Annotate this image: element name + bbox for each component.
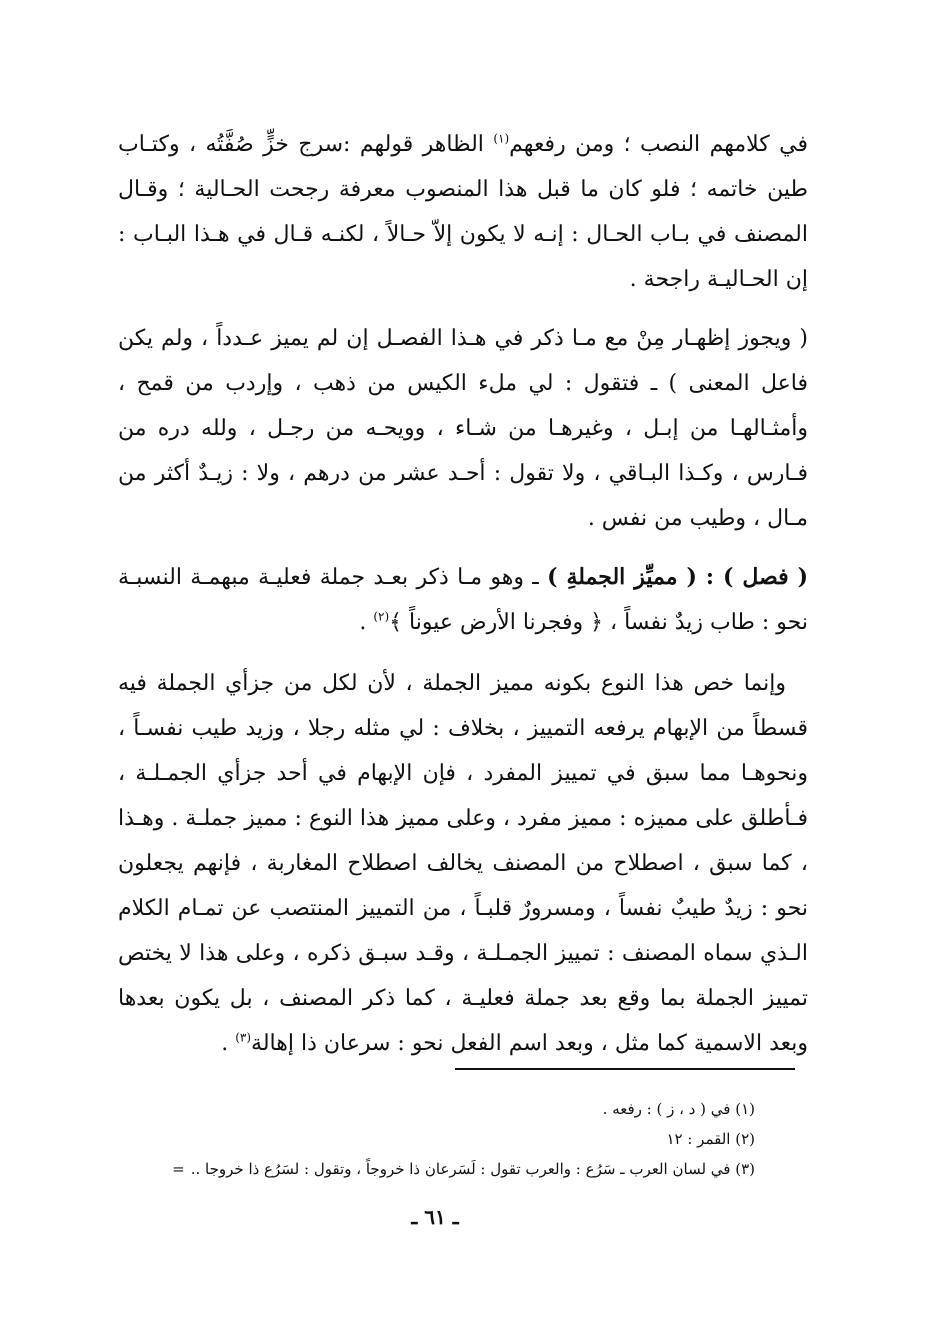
paragraph-1-part-a: في كلامهم النصب ؛ ومن رفعهم bbox=[509, 132, 808, 157]
footnote-3-text: (٣) في لسان العرب ـ سَرُع : والعرب تقول : لَسَرعان ذا خروجاً ، وتقول : لسَرُع ذا خروجا .. bbox=[190, 1160, 755, 1178]
footnote-2: (٢) القمر : ١٢ bbox=[666, 1130, 755, 1148]
paragraph-4-part-a: وإنما خص هذا النوع بكونه مميز الجملة ، لأن لكل من جزأي الجملة فيه قسطاً من الإبهام يرفعه التمييز ، بخلاف : لي مثله رجلا ، وزيد طيب نفسـاً ، ونحوهـا مما سبق في تمييز المفرد ، فإن الإبهام في أحد جزأي الجمـلـة ، فـأطلق على مميزه : مميز مفرد ، وعلى مميز هذا النوع : مميز جملـة . وهـذا ، كما سبق ، اصطلاح من المصنف يخالف اصطلاح المغاربة ، فإنهم يجعلون نحو : زيدٌ طيبٌ نفساً ، ومسرورٌ قلبـاً ، من التمييز المنتصب عن تمـام الكلام الـذي سماه المصنف : تمييز الجمـلـة ، وقـد سبـق ذكره ، وعلى هذا لا يختص تمييز الجملة بما وقع بعد جملة فعليـة ، كما ذكر المصنف ، بل يكون بعدها وبعد الاسمية كما مثل ، وبعد اسم الفعل نحو : سرعان ذا إهالة bbox=[118, 671, 808, 1056]
page-number: ـ ٦١ ـ bbox=[411, 1205, 459, 1229]
section-heading: ( فصل ) : ( مميِّز الجملةِ ) bbox=[547, 564, 808, 590]
paragraph-1-part-b: الظاهر قولهم :سرج خزٍّ صُفَّتُه ، وكتـاب طين خاتمه ؛ فلو كان ما قبل هذا المنصوب معرفة رجحت الحـالية ؛ وقـال المصنف في بـاب الحـال : إنـه لا يكون إلاّ حـالاً ، لكنـه قـال في هـذا البـاب : إن الحـاليـة راجحة . bbox=[118, 132, 808, 292]
paragraph-3 bbox=[118, 555, 808, 645]
footnote-ref-1: (١) bbox=[493, 131, 510, 146]
footnote-divider bbox=[455, 1068, 795, 1070]
footnote-ref-2: (٢) bbox=[373, 609, 390, 624]
paragraph-4-part-b: . bbox=[221, 1031, 236, 1056]
paragraph-1 bbox=[118, 122, 808, 302]
main-text bbox=[118, 122, 808, 1066]
paragraph-3-part-a: ـ وهو مـا ذكر بعـد جملة فعليـة مبهمـة النسبـة نحو : طاب زيدٌ نفساً ، ﴿ وفجرنا الأرض عيوناً ﴾ bbox=[118, 565, 808, 635]
footnote-1: (١) في ( د ، ز ) : رفعه . bbox=[602, 1100, 755, 1118]
paragraph-4 bbox=[118, 661, 808, 1066]
paragraph-2: ( ويجوز إظهـار مِنْ مع مـا ذكر في هـذا الفصـل إن لم يميز عـدداً ، ولم يكن فاعل المعنى ) ـ فتقول : لي ملء الكيس من ذهب ، وإردب من قمح ، وأمثـالهـا من إبـل ، وغيرهـا من شـاء ، وويحـه من رجـل ، ولله دره من فـارس ، وكـذا البـاقي ، ولا تقول : أحـد عشر من درهم ، ولا : زيـدٌ أكثر من مـال ، وطيب من نفس . bbox=[118, 326, 808, 531]
footnote-continuation-mark: = bbox=[172, 1160, 185, 1178]
footnote-3 bbox=[90, 1154, 755, 1184]
paragraph-3-part-b: . bbox=[359, 610, 374, 635]
footnotes bbox=[90, 1094, 755, 1184]
footnote-ref-3: (٣) bbox=[235, 1030, 252, 1045]
